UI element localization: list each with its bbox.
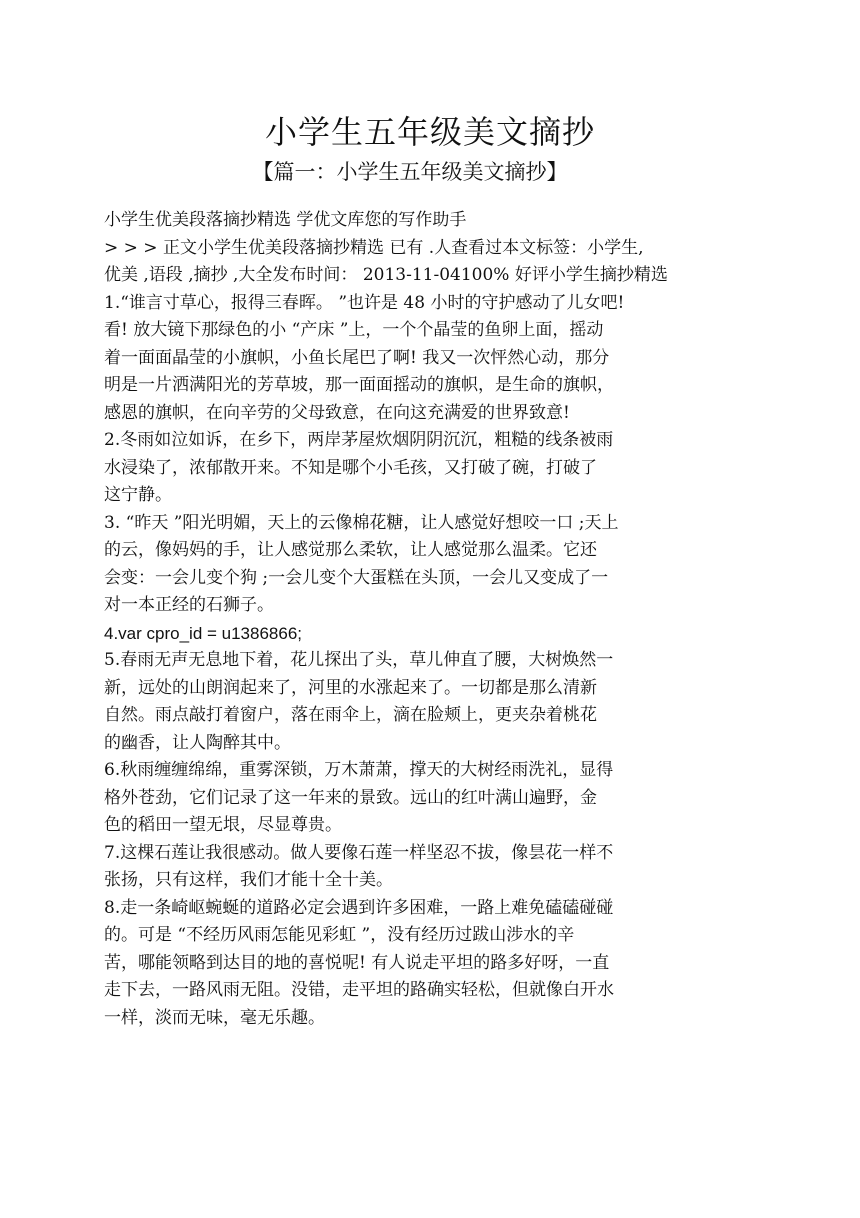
text-line: 格外苍劲，它们记录了这一年来的景致。远山的红叶满山遍野，金 bbox=[104, 787, 597, 808]
text-line: 的云，像妈妈的手，让人感觉那么柔软，让人感觉那么温柔。它还 bbox=[104, 540, 597, 560]
text-line: 色的稻田一望无垠，尽显尊贵。 bbox=[104, 815, 342, 835]
text-line: 看! 放大镜下那绿色的小 “产床 ”上，一个个晶莹的鱼卵上面，摇动 bbox=[104, 320, 604, 340]
text-line: > > > 正文小学生优美段落摘抄精选 已有 .人查看过本文标签：小学生, bbox=[104, 237, 644, 258]
document-subtitle: 【篇一：小学生五年级美文摘抄】 bbox=[252, 160, 568, 184]
text-line: 张扬，只有这样，我们才能十全十美。 bbox=[104, 870, 393, 890]
text-line: 自然。雨点敲打着窗户，落在雨伞上，滴在脸颊上，更夹杂着桃花 bbox=[104, 705, 597, 725]
text-line: 优美 ,语段 ,摘抄 ,大全发布时间： 2013-11-04100% 好评小学生摘抄精选 bbox=[104, 265, 668, 285]
text-line: 这宁静。 bbox=[104, 485, 172, 505]
text-line-item-2: 2.冬雨如泣如诉，在乡下，两岸茅屋炊烟阴阴沉沉，粗糙的线条被雨 bbox=[104, 430, 614, 450]
text-line: 新，远处的山朗润起来了，河里的水涨起来了。一切都是那么清新 bbox=[104, 677, 597, 698]
text-line-item-5: 5.春雨无声无息地下着，花儿探出了头，草儿伸直了腰，大树焕然一 bbox=[104, 650, 614, 670]
text-line: 苦，哪能领略到达目的地的喜悦呢! 有人说走平坦的路多好呀，一直 bbox=[104, 952, 610, 973]
text-line-item-3: 3. “昨天 ”阳光明媚，天上的云像棉花糖，让人感觉好想咬一口 ;天上 bbox=[104, 512, 619, 533]
text-line-item-8: 8.走一条崎岖蜿蜒的道路必定会遇到许多困难，一路上难免磕磕碰碰 bbox=[104, 897, 614, 918]
text-line: 对一本正经的石狮子。 bbox=[104, 595, 274, 615]
text-line: 感恩的旗帜，在向辛劳的父母致意，在向这充满爱的世界致意! bbox=[104, 402, 570, 423]
text-line-item-6: 6.秋雨缠缠绵绵，重雾深锁，万木萧萧，撑天的大树经雨洗礼，显得 bbox=[104, 760, 614, 780]
document-title: 小学生五年级美文摘抄 bbox=[264, 113, 595, 151]
document-body bbox=[104, 207, 744, 1032]
text-line: 走下去，一路风雨无阻。没错，走平坦的路确实轻松，但就像白开水 bbox=[104, 980, 614, 1000]
text-line-item-1: 1.“谁言寸草心，报得三春晖。 ”也许是 48 小时的守护感动了儿女吧! bbox=[104, 292, 625, 313]
text-line-intro: 小学生优美段落摘抄精选 学优文库您的写作助手 bbox=[104, 210, 467, 230]
text-line: 一样，淡而无味，毫无乐趣。 bbox=[104, 1007, 325, 1028]
text-line: 水浸染了，浓郁散开来。不知是哪个小毛孩，又打破了碗，打破了 bbox=[104, 457, 597, 478]
text-line-item-4: 4.var cpro_id = u1386866; bbox=[104, 623, 303, 643]
text-line: 着一面面晶莹的小旗帜，小鱼长尾巴了啊! 我又一次怦然心动，那分 bbox=[104, 347, 610, 368]
text-line: 会变：一会儿变个狗 ;一会儿变个大蛋糕在头顶，一会儿又变成了一 bbox=[104, 567, 609, 588]
text-line: 的幽香，让人陶醉其中。 bbox=[104, 732, 291, 753]
text-line: 明是一片洒满阳光的芳草坡，那一面面摇动的旗帜，是生命的旗帜， bbox=[104, 375, 614, 395]
text-line: 的。可是 “不经历风雨怎能见彩虹 ”，没有经历过跋山涉水的辛 bbox=[104, 925, 575, 945]
text-line-item-7: 7.这棵石莲让我很感动。做人要像石莲一样坚忍不拔，像昙花一样不 bbox=[104, 842, 614, 863]
